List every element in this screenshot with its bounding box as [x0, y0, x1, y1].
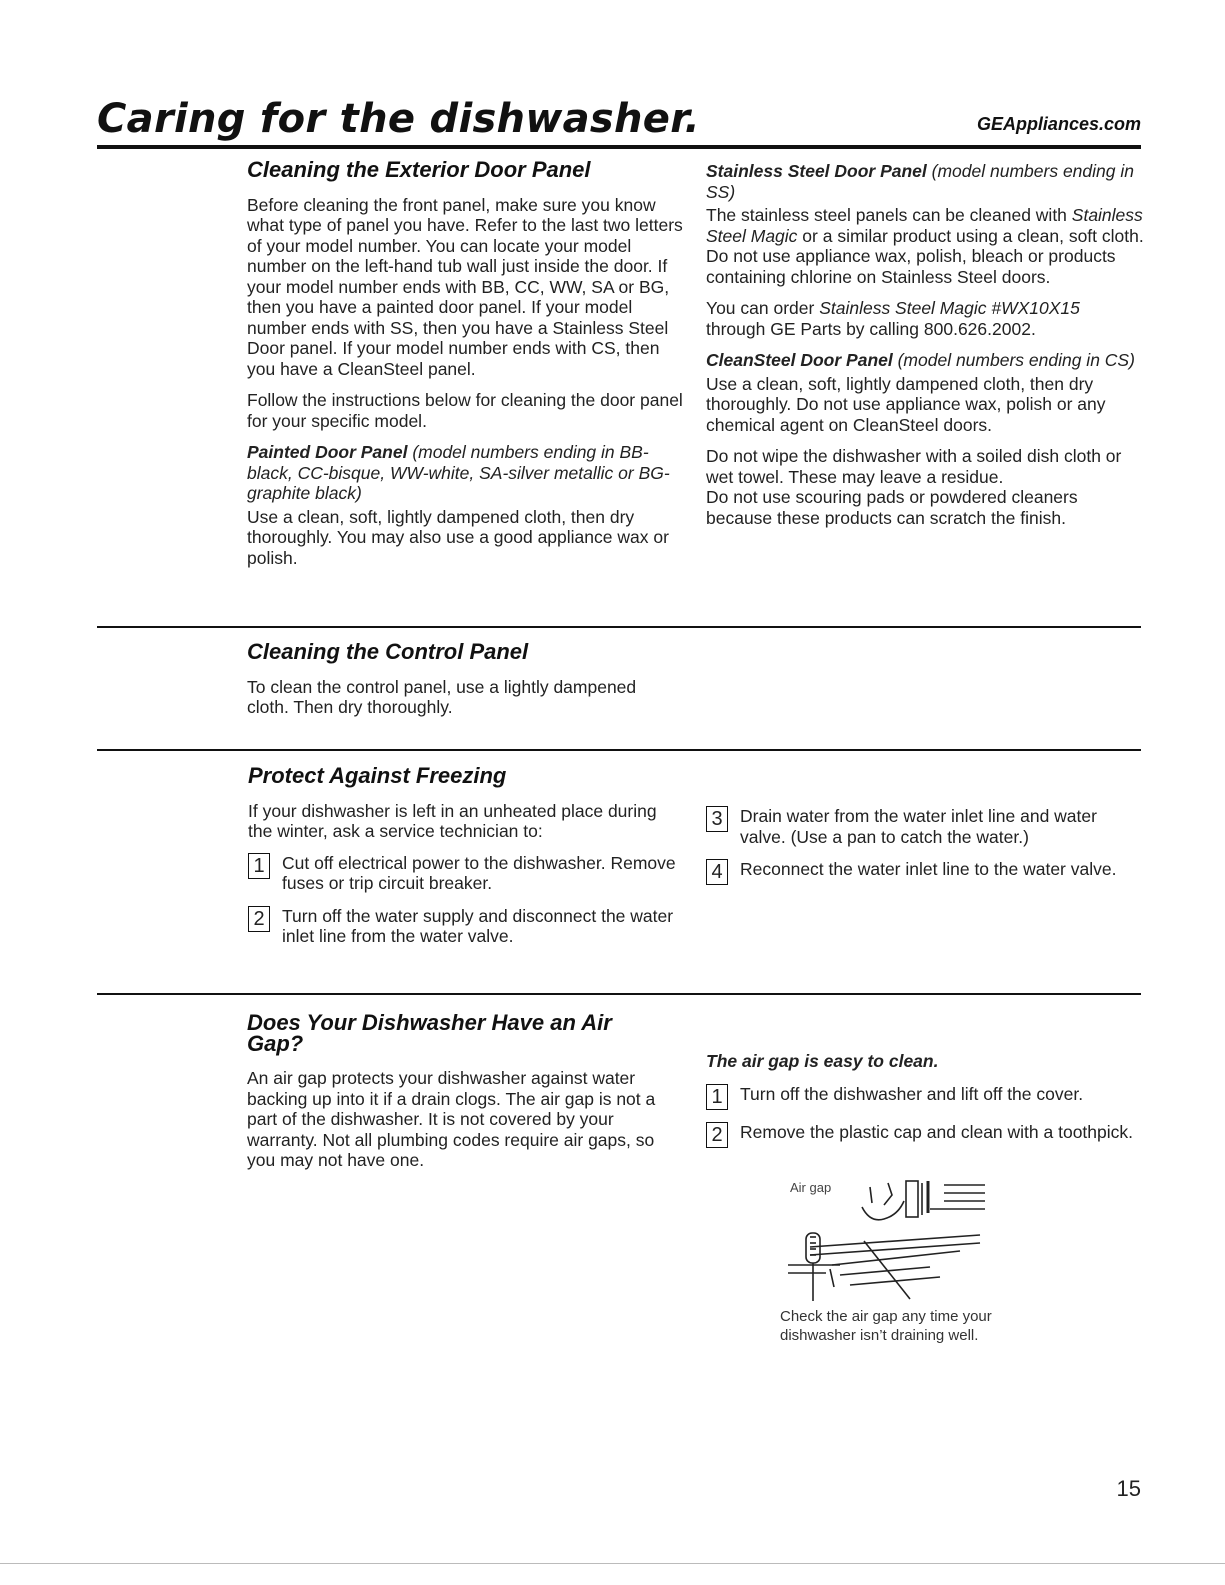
- section-divider: [97, 993, 1141, 995]
- stainless-panel-title: Stainless Steel Door Panel: [706, 161, 927, 181]
- control-heading: Cleaning the Control Panel: [247, 639, 529, 664]
- page-title: Caring for the dishwasher.: [97, 96, 701, 142]
- step-text: Turn off the dishwasher and lift off the cover.: [740, 1083, 1084, 1104]
- painted-panel-text: Use a clean, soft, lightly dampened cloth, then dry thoroughly. You may also use a good appliance wax or polish.: [247, 506, 669, 568]
- airgap-left-column: [247, 1010, 667, 1182]
- step-number: 1: [706, 1084, 728, 1110]
- step-text: Cut off electrical power to the dishwasher. Remove fuses or trip circuit breaker.: [282, 852, 676, 893]
- stainless-text-part: The stainless steel panels can be cleaned with: [706, 205, 1072, 225]
- order-product-name: Stainless Steel Magic #WX10X15: [819, 298, 1080, 318]
- air-gap-illustration: [780, 1175, 1020, 1303]
- freezing-step-3: [706, 806, 1136, 847]
- control-text: To clean the control panel, use a lightly dampened cloth. Then dry thoroughly.: [247, 676, 637, 717]
- scour-warning: Do not use scouring pads or powdered cleaners because these products can scratch the finish.: [706, 487, 1078, 528]
- airgap-right-column: [706, 1051, 1136, 1160]
- step-number: 3: [706, 806, 728, 832]
- page-bottom-edge: [0, 1563, 1225, 1564]
- section-divider: [97, 749, 1141, 751]
- exterior-follow: Follow the instructions below for cleaning the door panel for your specific model.: [247, 390, 683, 431]
- freezing-step-4: [706, 859, 1136, 885]
- order-text-part: You can order: [706, 298, 820, 318]
- header-divider: [97, 145, 1141, 149]
- freezing-right-column: [706, 806, 1136, 897]
- step-text: Remove the plastic cap and clean with a toothpick.: [740, 1121, 1133, 1142]
- exterior-heading: Cleaning the Exterior Door Panel: [247, 157, 591, 182]
- painted-panel-title: Painted Door Panel: [247, 442, 408, 462]
- stainless-product-name: Stainless Steel Magic: [706, 205, 1143, 246]
- freezing-left-column: [248, 763, 678, 959]
- stainless-text-part: or a similar product using a clean, soft cloth. Do not use appliance wax, polish, bleach or products containing chlorine on Stainless Steel doors.: [706, 225, 1144, 287]
- step-number: 1: [248, 853, 270, 879]
- stainless-panel-note: (model numbers ending in SS): [706, 161, 1134, 202]
- air-gap-label: Air gap: [790, 1180, 832, 1195]
- airgap-step-2: [706, 1122, 1136, 1148]
- airgap-text: An air gap protects your dishwasher against water backing up into it if a drain clogs. The air gap is not a part of the dishwasher. It is not covered by your warranty. Not all plumbing codes require air gaps, so you may not have one.: [247, 1068, 656, 1170]
- stainless-panel-header: [706, 161, 1144, 202]
- step-text: Drain water from the water inlet line and water valve. (Use a pan to catch the water.): [740, 806, 1097, 847]
- step-text: Turn off the water supply and disconnect the water inlet line from the water valve.: [282, 905, 674, 946]
- airgap-clean-heading: The air gap is easy to clean.: [706, 1051, 939, 1071]
- exterior-left-column: [247, 157, 687, 579]
- cleansteel-panel-note: (model numbers ending in CS): [892, 350, 1135, 370]
- freezing-heading: Protect Against Freezing: [248, 763, 507, 788]
- step-number: 2: [248, 906, 270, 932]
- wipe-warning: Do not wipe the dishwasher with a soiled dish cloth or wet towel. These may leave a residue.: [706, 446, 1122, 487]
- freezing-step-1: [248, 853, 678, 894]
- cleansteel-panel-title: CleanSteel Door Panel: [706, 350, 893, 370]
- control-section: [247, 639, 667, 729]
- air-gap-figure: [780, 1175, 1040, 1345]
- exterior-intro: Before cleaning the front panel, make sure you know what type of panel you have. Refer to the last two letters of your model number. You can locate your model number on the left-hand tub wall just inside the door. If your model number ends with BB, CC, WW, SA or BG, then you have a painted door panel. If your model number ends with SS, then you have a Stainless Steel Door panel. If your model number ends with CS, then you have a CleanSteel panel.: [247, 194, 683, 379]
- section-divider: [97, 626, 1141, 628]
- freezing-intro: If your dishwasher is left in an unheated place during the winter, ask a service technician to:: [248, 800, 657, 841]
- airgap-heading: Does Your Dishwasher Have an Air Gap?: [247, 1010, 612, 1056]
- step-number: 2: [706, 1122, 728, 1148]
- air-gap-caption: Check the air gap any time your dishwasher isn’t draining well.: [780, 1308, 992, 1344]
- painted-panel-note: (model numbers ending in BB-black, CC-bisque, WW-white, SA-silver metallic or BG-graphite black): [247, 442, 670, 503]
- exterior-right-column: [706, 161, 1144, 539]
- cleansteel-panel-text: Use a clean, soft, lightly dampened cloth, then dry thoroughly. Do not use appliance wax, polish or any chemical agent on CleanSteel doors.: [706, 373, 1106, 435]
- airgap-step-1: [706, 1084, 1136, 1110]
- order-text: [706, 298, 1144, 339]
- website-link: GEAppliances.com: [976, 114, 1141, 134]
- step-number: 4: [706, 859, 728, 885]
- page-number: 15: [1116, 1476, 1141, 1501]
- cleansteel-panel-header: [706, 350, 1144, 371]
- stainless-panel-text: [706, 205, 1144, 287]
- step-text: Reconnect the water inlet line to the water valve.: [740, 859, 1117, 879]
- order-text-part: through GE Parts by calling 800.626.2002.: [706, 318, 1036, 339]
- freezing-step-2: [248, 906, 678, 947]
- painted-panel-header: [247, 442, 687, 504]
